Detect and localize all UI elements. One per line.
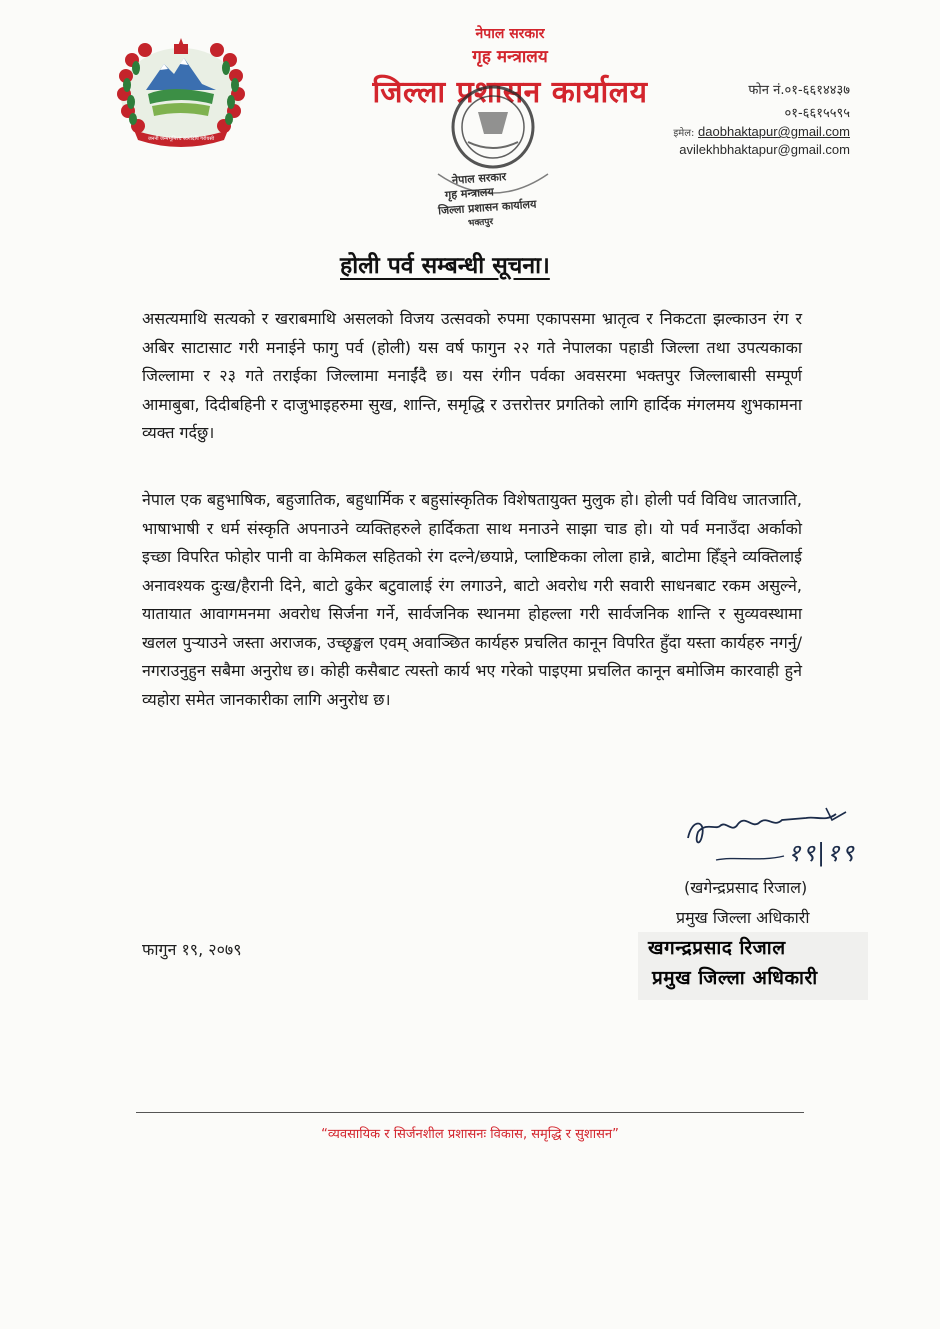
phone-number-2: ०१-६६१५५९५ bbox=[784, 106, 850, 121]
svg-text:जननी जन्मभूमिश्च स्वर्गादपि गर: जननी जन्मभूमिश्च स्वर्गादपि गरीयसी bbox=[147, 136, 215, 142]
email-link-1[interactable]: daobhaktapur@gmail.com bbox=[698, 124, 850, 139]
office-name: जिल्ला प्रशासन कार्यालय bbox=[372, 75, 648, 110]
phone-label: फोन नं. bbox=[748, 83, 785, 98]
notice-date: फागुन १९, २०७९ bbox=[142, 940, 242, 959]
stamp-name: खगन्द्रप्रसाद रिजाल bbox=[648, 937, 786, 959]
notice-paragraph-2: नेपाल एक बहुभाषिक, बहुजातिक, बहुधार्मिक र बहुसांस्कृतिक विशेषतायुक्त मुलुक हो। होली पर्व विविध जातजाति, भाषाभाषी र धर्म संस्कृति अपनाउने व्यक्तिहरुले हार्दिकता साथ मनाउने साझा चाड हो। यो पर्व मनाउँदा अर्काको इच्छा विपरित फोहोर पानी वा केमिकल सहितको रंग दल्ने/छयाप्ने, प्लाष्टिकका लोला हान्ने, बाटोमा हिँड्ने व्यक्तिलाई अनावश्यक दुःख/हैरानी दिने, बाटो ढुकेर बटुवालाई रंग लगाउने, बाटो अवरोध गरी सवारी साधनबाट रकम असुल्ने, यातायात आवागमनमा अवरोध सिर्जना गर्ने, सार्वजनिक स्थानमा होहल्ला गरी सार्वजनिक शान्ति र सुव्यवस्थामा खलल पुर्‍याउने जस्ता अराजक, उच्छृङ्खल एवम् अवाञ्छित कार्यहरु प्रचलित कानून विपरित हुँदा यस्ता कार्यहरु नगर्नु/नगराउनुहुन सबैमा अनुरोध छ। कोही कसैबाट त्यस्तो कार्य भए गरेको पाइएमा प्रचलित कानून बमोजिम कारवाही हुने व्यहोरा समेत जानकारीका लागि अनुरोध छ। bbox=[142, 490, 802, 709]
signature-date: १९|१९ bbox=[788, 839, 857, 867]
stamp-title: प्रमुख जिल्ला अधिकारी bbox=[652, 967, 818, 989]
signer-title: प्रमुख जिल्ला अधिकारी bbox=[676, 908, 810, 927]
nepal-emblem-icon bbox=[112, 38, 250, 150]
phone-primary bbox=[748, 80, 850, 98]
seal-text-district: भक्तपुर bbox=[467, 217, 494, 229]
seal-text-office: जिल्ला प्रशासन कार्यालय bbox=[437, 197, 537, 218]
notice-paragraph-1: असत्यमाथि सत्यको र खराबमाथि असलको विजय उत्सवको रुपमा एकापसमा भ्रातृत्व र निकटता झल्काउन रंग र अबिर साटासाट गरी मनाईने फागु पर्व (होली) यस वर्ष फागुन २२ गते नेपालका पहाडी जिल्ला तथा उपत्यकाका जिल्लामा र २३ गते तराईका जिल्लामा मनाईंदै छ। यस रंगीन पर्वका अवसरमा भक्तपुर जिल्लाबासी सम्पूर्ण आमाबुबा, दिदीबहिनी र दाजुभाइहरुमा सुख, शान्ति, समृद्धि र उत्तरोत्तर प्रगतिको लागि हार्दिक मंगलमय शुभकामना व्यक्त गर्दछु। bbox=[142, 309, 802, 442]
ministry-name: गृह मन्त्रालय bbox=[472, 47, 548, 67]
footer-slogan: “व्यवसायिक र सिर्जनशील प्रशासनः विकास, समृद्धि र सुशासन” bbox=[321, 1127, 619, 1142]
email-link-2[interactable]: avilekhbhaktapur@gmail.com bbox=[679, 142, 850, 157]
notice-title: होली पर्व सम्बन्धी सूचना। bbox=[340, 253, 550, 279]
footer-divider bbox=[136, 1112, 804, 1113]
government-name: नेपाल सरकार bbox=[475, 26, 545, 42]
seal-text-government: नेपाल सरकार bbox=[451, 170, 507, 187]
email-label: इमेल: bbox=[673, 128, 695, 139]
seal-text-ministry: गृह मन्त्रालय bbox=[444, 185, 495, 202]
phone-number-1: ०१-६६१४४३७ bbox=[784, 83, 850, 98]
email-primary bbox=[673, 124, 850, 139]
signer-name: (खगेन्द्रप्रसाद रिजाल) bbox=[684, 878, 808, 897]
